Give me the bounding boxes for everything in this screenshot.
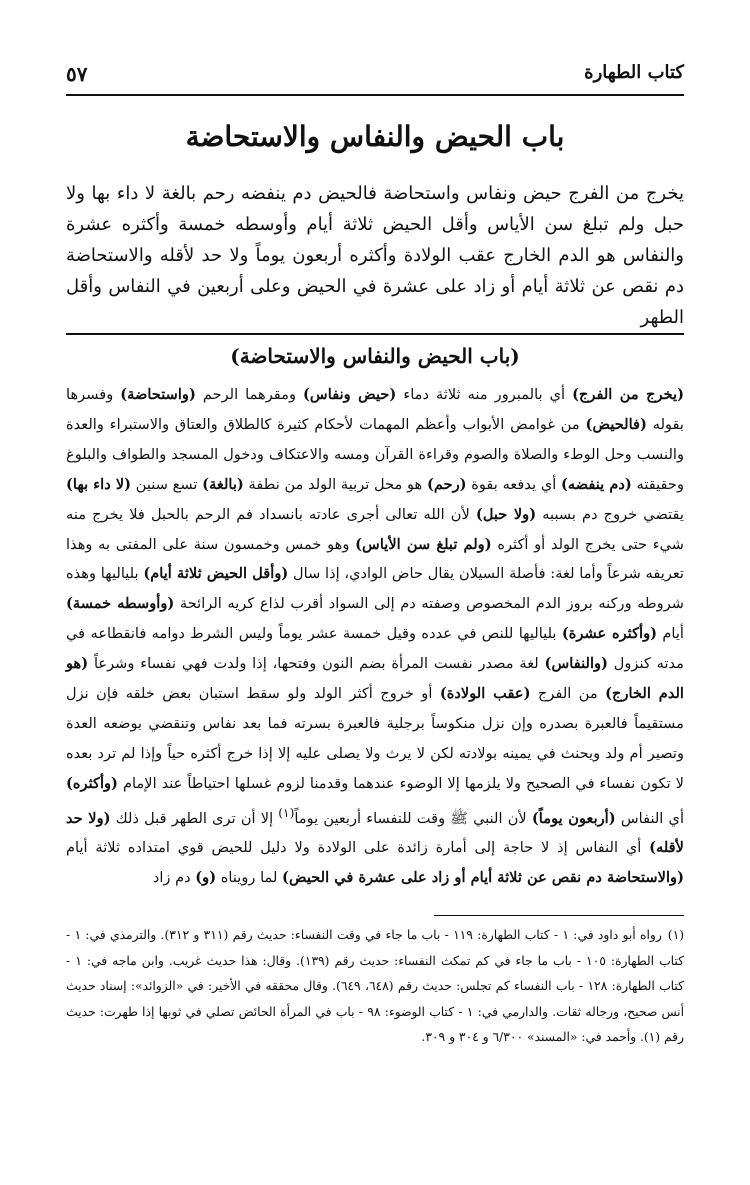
commentary-quoted-text: (هو الدم الخارج) xyxy=(66,655,684,703)
commentary-run: هو محل تربية الولد من نطفة xyxy=(243,475,427,493)
commentary-quoted-text: (ولم تبلغ سن الأياس) xyxy=(355,535,492,553)
commentary-run: وهو خمس وخمسون سنة على المفتى به وهذا تعريفه شرعاً وأما لغة: فأصلة السيلان يقال حاض الوادي، إذا سال xyxy=(66,535,684,583)
commentary-quoted-text: (والنفاس) xyxy=(544,655,608,673)
commentary-run: لما رويناه xyxy=(216,869,283,887)
commentary-run: بلياليها وهذه شروطه وركنه بروز الدم المخصوص وصفته دم إلى السواد أقرب لذاع كريه الرائحة xyxy=(66,565,684,613)
commentary-quoted-text: (حيض ونفاس) xyxy=(303,386,397,403)
commentary-title: (باب الحيض والنفاس والاستحاضة) xyxy=(230,344,520,368)
commentary-run: بلياليها للنص في عدده وقيل خمسة عشر يوماً وليس الشرط دوامه فانقطاعه في مدته كنزول xyxy=(66,625,684,673)
commentary-text xyxy=(66,380,684,893)
footnote-divider xyxy=(434,915,684,916)
commentary-run: إلا أن ترى الطهر قبل ذلك xyxy=(110,809,279,827)
commentary-divider xyxy=(66,333,684,335)
header-divider xyxy=(66,94,684,96)
commentary-run: تسع سنين xyxy=(131,475,203,493)
commentary-run: أي يدفعه بقوة xyxy=(466,475,562,493)
commentary-run: أيام xyxy=(657,625,684,643)
commentary-quoted-text: (رحم) xyxy=(426,475,467,493)
running-header xyxy=(66,62,684,92)
main-text: يخرج من الفرج حيض ونفاس واستحاضة فالحيض دم ينفضه رحم بالغة لا داء بها ولا حبل ولم تبلغ سن الأياس وأقل الحيض ثلاثة أيام وأوسطه خمسة وأكثره عشرة والنفاس هو الدم الخارج عقب الولادة وأكثره أربعون يوماً ولا حد لأقله والاستحاضة دم نقص عن ثلاثة أيام أو زاد على عشرة في الحيض وعلى أربعين في النفاس وأقل الطهر xyxy=(66,183,684,328)
page-number: ٥٧ xyxy=(66,62,88,86)
commentary-run: أو خروج أكثر الولد ولو سقط استبان بعض خلقه فإن نزل مستقيماً فالعبرة بصدره وإن نزل منكوساً برجلية فالعبرة بسرته فما بعد نفاس وتنقضي بوضعه العدة وتصير أم ولد ويحنث في يمينه بولادته لكن لا يرث ولا يصلى عليه إلا إذا خرج أكثره حياً وإذا لم ترد بعده لا تكون نفساء في الصحيح ولا يلزمها إلا الوضوء عندهما وقدمنا لزوم غسلها احتياطاً عند الإمام xyxy=(66,685,684,792)
commentary-run: من غوامض الأبواب وأعظم المهمات لأحكام كثيرة كالطلاق والعتاق والاستبراء والعدة والنسب وحل الوطء والصلاة والصوم وقراءة القرآن ومسه والاعتكاف ودخول المسجد والطواف والبلوغ وحقيقته xyxy=(66,415,684,493)
commentary-quoted-text: (عقب الولادة) xyxy=(439,685,531,703)
commentary-quoted-text: (ولا حبل) xyxy=(475,505,537,523)
commentary-run: أي النفاس xyxy=(615,809,684,827)
commentary-run: لأن الله تعالى أجرى عادته بانسداد فم الرحم بالحبل فلا يخرج منه شيء حتى يخرج الولد أو أكثره xyxy=(66,505,684,553)
commentary-quoted-text: (ولا حد لأقله) xyxy=(66,809,684,857)
commentary-run: أي النفاس إذ لا حاجة إلى أمارة زائدة على الولادة ولا دليل للحيض قوي امتداده ثلاثة أيام xyxy=(66,839,650,857)
commentary-run: لغة مصدر نفست المرأة بضم النون وفتحها، إذا ولدت فهي نفساء وشرعاً xyxy=(88,655,545,673)
commentary-quoted-text: (أربعون يوماً) xyxy=(531,809,616,827)
commentary-quoted-text: (بالغة) xyxy=(202,475,244,493)
commentary-run: دم زاد xyxy=(152,869,196,887)
commentary-quoted-text: (فالحيض) xyxy=(585,415,647,433)
footnote-number: (١) xyxy=(667,928,684,942)
commentary-run: أي بالمبرور منه ثلاثة دماء xyxy=(396,386,573,403)
commentary-quoted-text: (لا داء بها) xyxy=(66,475,132,493)
commentary-quoted-text: (وأكثره عشرة) xyxy=(561,625,658,643)
footnote-marker: (١) xyxy=(278,805,295,820)
chapter-title: باب الحيض والنفاس والاستحاضة xyxy=(185,120,565,153)
commentary-quoted-text: (وأقل الحيض ثلاثة أيام) xyxy=(143,565,289,583)
commentary-quoted-text: (واستحاضة) xyxy=(120,386,196,403)
footnotes xyxy=(66,923,684,1051)
running-title: كتاب الطهارة xyxy=(584,62,684,83)
commentary-quoted-text: (دم ينفضه) xyxy=(561,475,632,493)
footnote xyxy=(66,923,684,1051)
commentary-quoted-text: (وأكثره) xyxy=(66,774,118,792)
commentary-quoted-text: (وأوسطه خمسة) xyxy=(66,595,175,613)
commentary-run: وفسرها بقوله xyxy=(66,386,684,433)
commentary-quoted-text: (والاستحاضة دم نقص عن ثلاثة أيام أو زاد على عشرة في الحيض) xyxy=(282,869,684,887)
commentary-run: لأن النبي ﷺ وقت للنفساء أربعين يوماً xyxy=(294,809,532,827)
commentary-run: ومقرهما الرحم xyxy=(195,386,304,403)
commentary-quoted-text: (و) xyxy=(195,869,217,887)
footnote-text: رواه أبو داود في: ١ - كتاب الطهارة: ١١٩ - باب ما جاء في وقت النفساء: حديث رقم (٣١١ و ٣١٢). والترمذي في: ١ - كتاب الطهارة: ١٠٥ - باب ما جاء في كم تمكث النفساء: حديث رقم (١٣٩). وقال: هذا حديث غريب. وابن ماجه في: ١ - كتاب الطهارة: ١٢٨ - باب النفساء كم تجلس: حديث رقم (٦٤٨، ٦٤٩). وقال محققه في الأخير: في «الزوائد»: إسناد حديث أنس صحيح، ورجاله ثقات. والدارمي في: ١ - كتاب الوضوء: ٩٨ - باب في المرأة الحائض تصلي في ثوبها إذا طهرت: حديث رقم (١). وأحمد في: «المسند» ٦/٣٠٠ و ٣٠٤ و ٣٠٩. xyxy=(66,928,684,1044)
commentary-quoted-text: (يخرج من الفرج) xyxy=(572,386,684,403)
commentary-run: يقتضي خروج دم بسببه xyxy=(536,505,684,523)
commentary-run: من الفرج xyxy=(530,685,606,703)
